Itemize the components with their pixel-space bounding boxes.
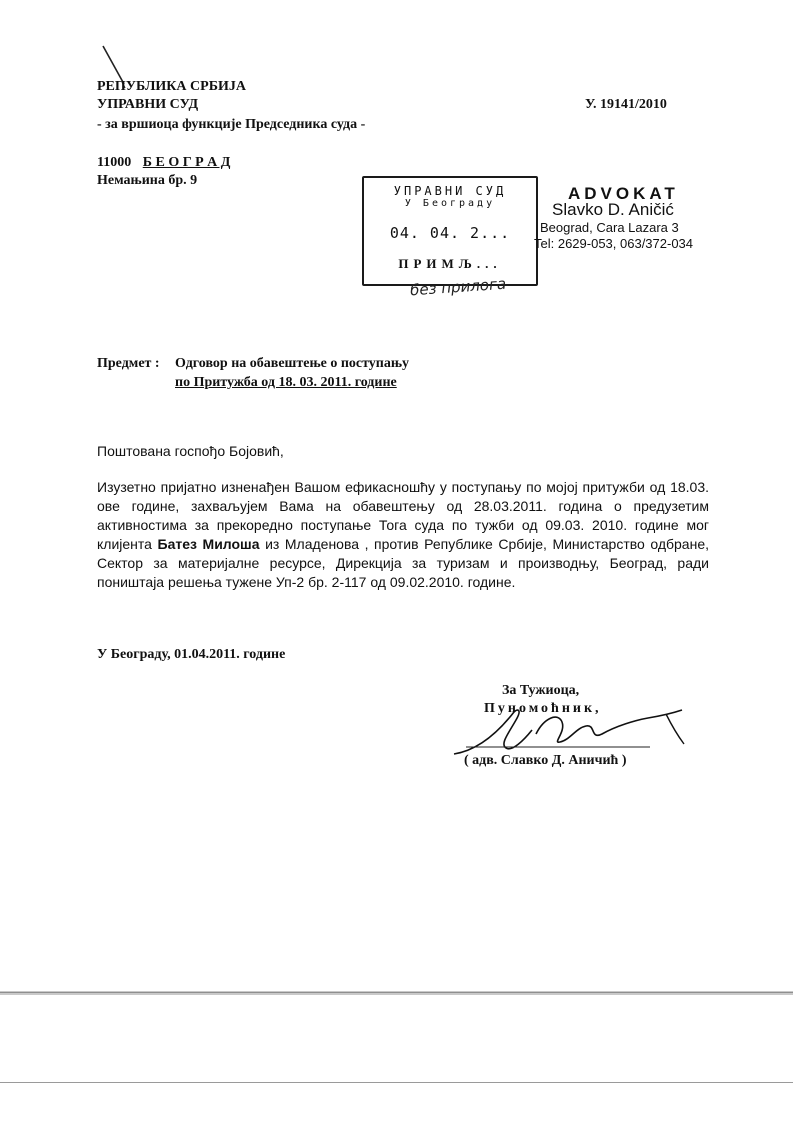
lawyer-stamp-title: ADVOKAT — [568, 184, 679, 203]
stamp-received: ПРИМЉ... — [398, 256, 502, 271]
header-function: - за вршиоца функције Председника суда - — [97, 117, 366, 132]
body-part-2: из Младенова , против Републике Србије, Министарство одбране, Сектор за материјалне ресурсе, Дирекција за туризам и производњу, Београд, ради поништаја решења тужене Уп-2 бр. 2-117 од 09.02.2010. године. — [97, 536, 709, 590]
court-received-stamp — [362, 176, 538, 286]
lawyer-stamp-name: Slavko D. Aničić — [552, 200, 674, 219]
city: Б Е О Г Р А Д — [142, 155, 231, 170]
header-republic: РЕПУБЛИКА СРБИЈА — [97, 79, 246, 94]
attorney-label: Пуномоћник, — [484, 701, 602, 716]
scan-noise-band — [0, 990, 793, 996]
subject-line-2: по Притужба од 18. 03. 2011. године — [175, 375, 397, 390]
for-plaintiff: За Тужиоца, — [502, 683, 580, 698]
case-number: У. 19141/2010 — [585, 97, 667, 112]
subject-line-1: Одговор на обавештење о поступању — [175, 356, 410, 371]
lawyer-stamp-address: Beograd, Cara Lazara 3 — [540, 220, 679, 235]
lawyer-name: ( адв. Славко Д. Аничић ) — [464, 753, 627, 768]
postcode: 11000 — [97, 155, 132, 170]
letter-body — [97, 478, 709, 592]
stamp-handwritten-note: без прилога — [409, 274, 507, 300]
handwritten-signature — [440, 700, 690, 760]
stamp-date: 04. 04. 2... — [389, 224, 511, 242]
body-part-1: Изузетно пријатно изненађен Вашом ефикасношћу у поступању по мојој притужби од 18.03. ове године, захваљујем Вама на обавештењу од 28.03.2011. година о предузетим активностима за прекоредно поступање Тога суда по тужби од 09.03. 2010. године мог клијента — [97, 479, 709, 552]
salutation: Поштована госпођо Бојовић, — [97, 443, 284, 459]
stamp-court: УПРАВНИ СУД — [393, 184, 507, 198]
header-court: УПРАВНИ СУД — [97, 97, 199, 112]
scan-edge-line — [0, 1082, 793, 1083]
subject-label: Предмет : — [97, 356, 160, 371]
header-city-line — [97, 154, 230, 172]
header-street: Немањина бр. 9 — [97, 173, 198, 188]
place-date: У Београду, 01.04.2011. године — [97, 647, 286, 662]
stamp-city: У Београду — [404, 198, 496, 209]
lawyer-stamp-phone: Tel: 2629-053, 063/372-034 — [534, 236, 694, 251]
client-name: Батез Милоша — [157, 536, 260, 552]
